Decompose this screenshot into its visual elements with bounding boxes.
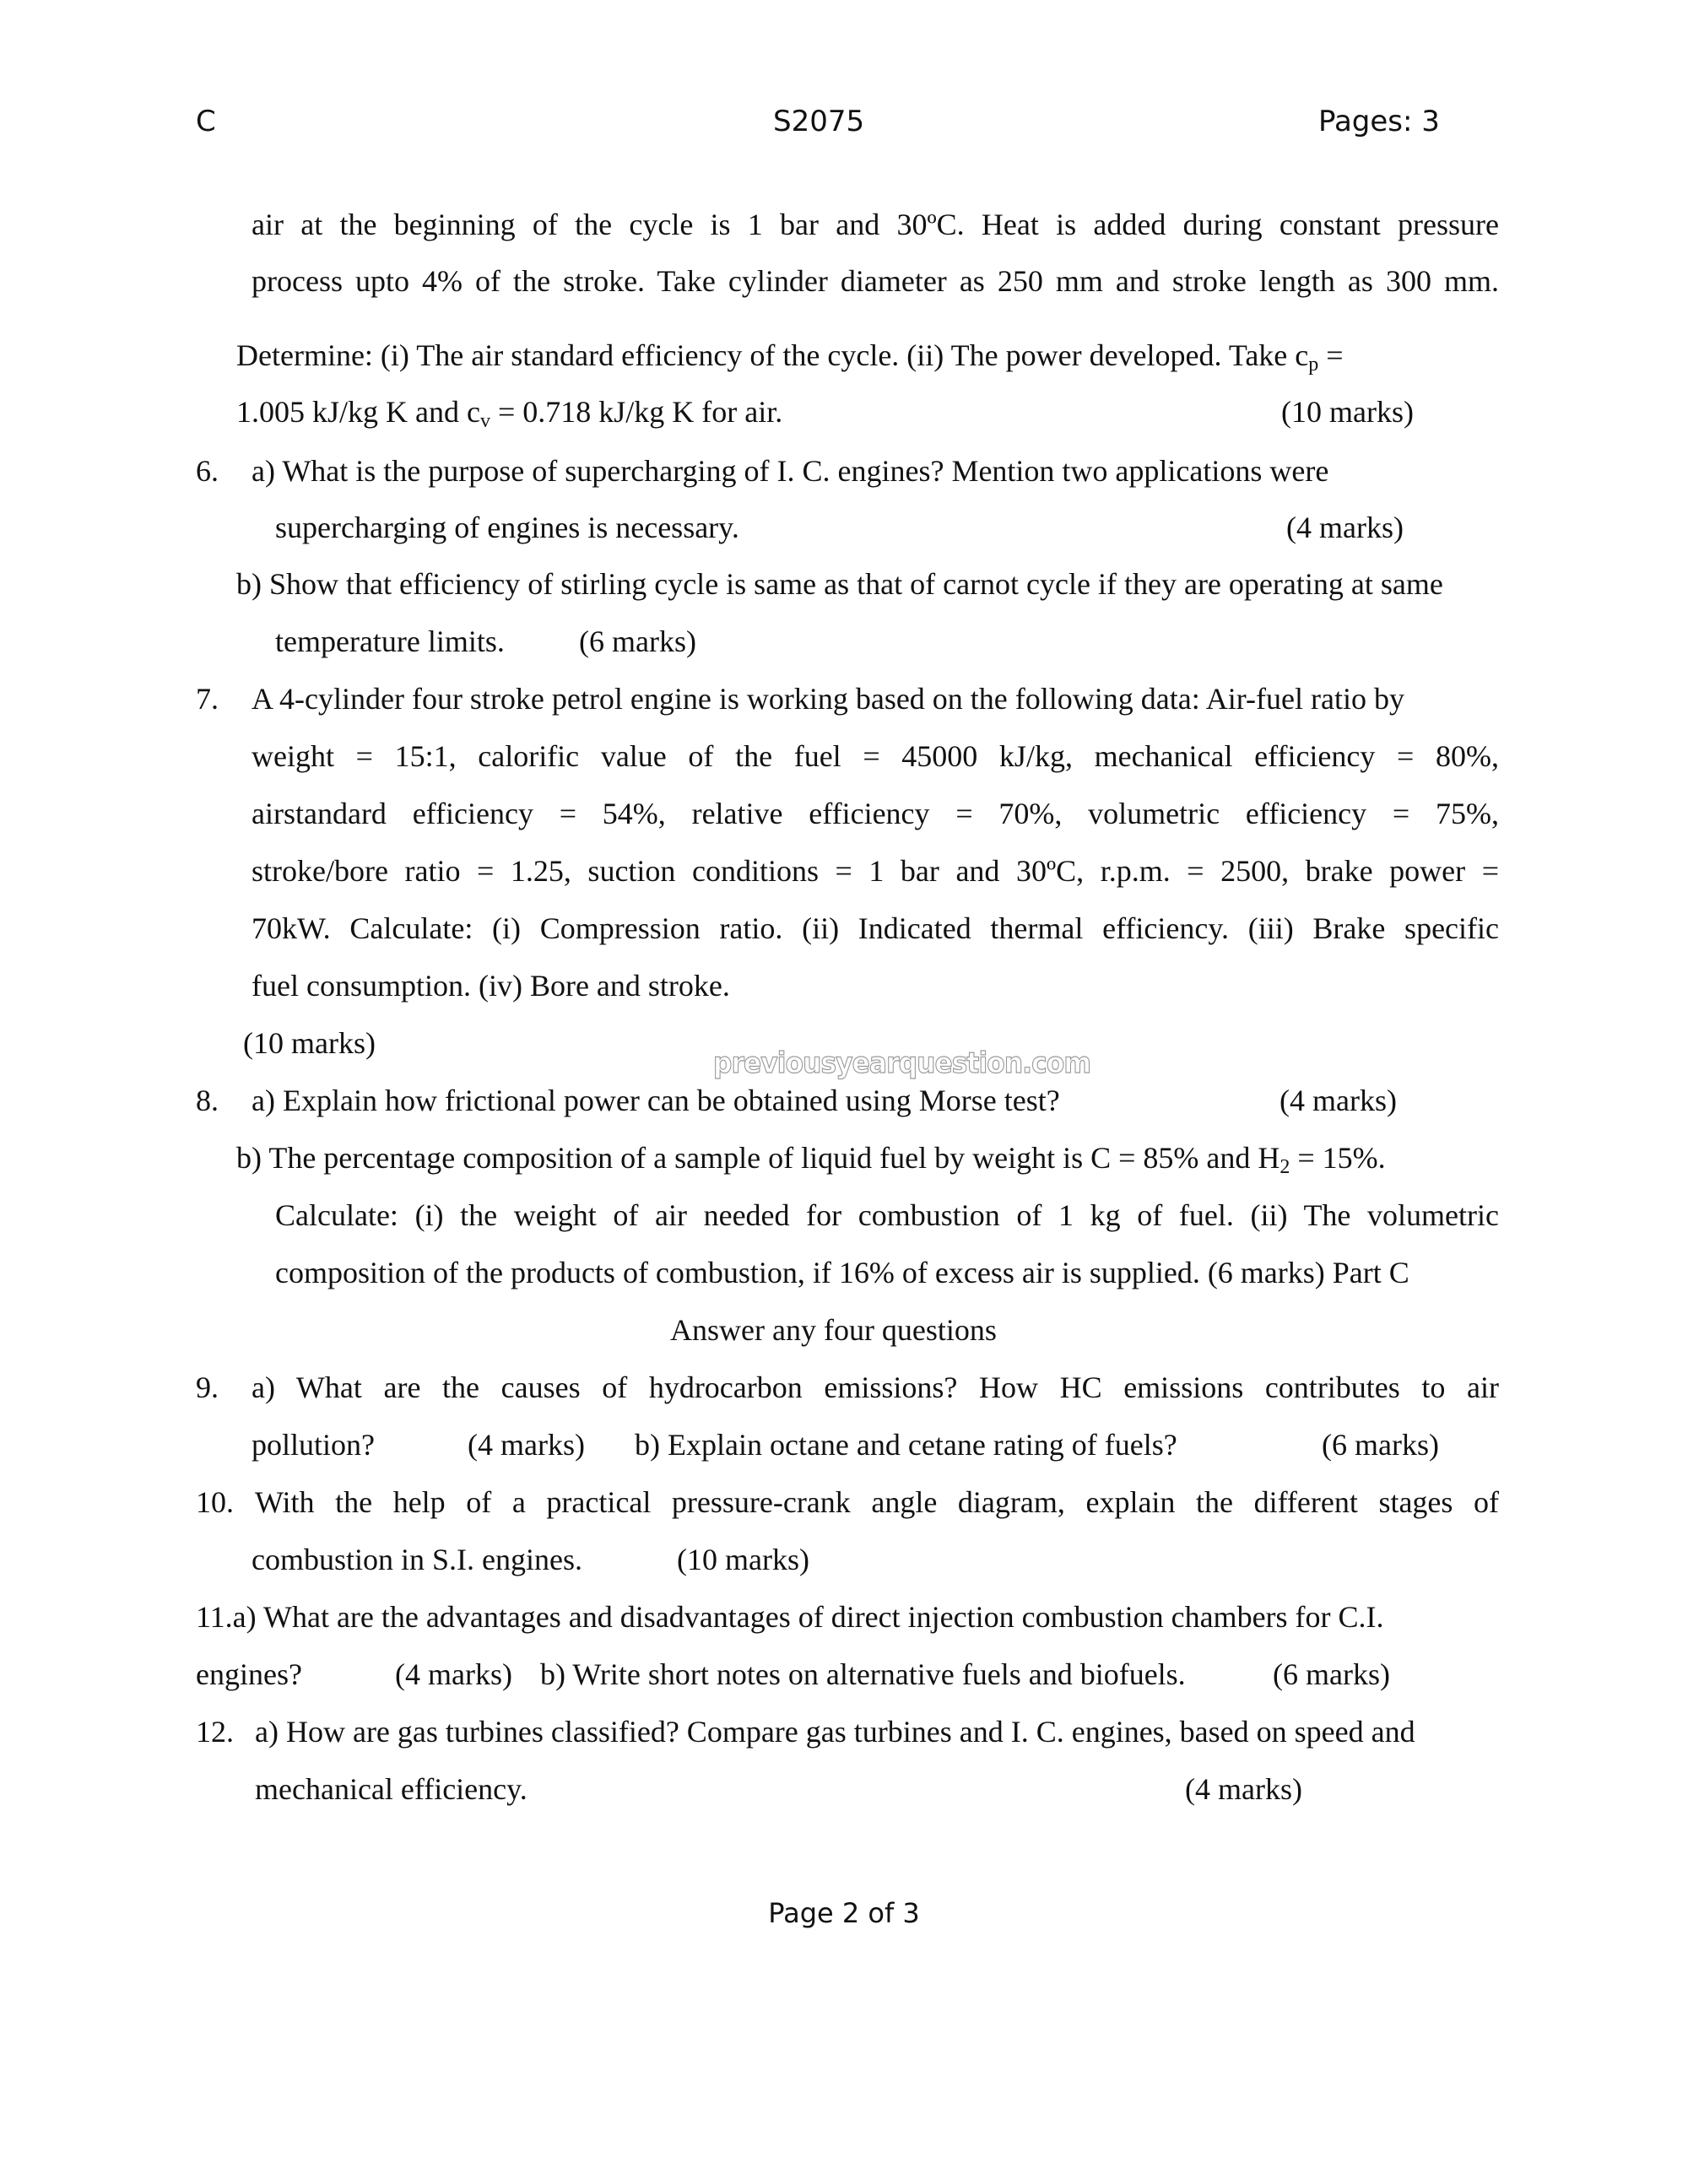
- q10-number: 10.: [196, 1485, 234, 1519]
- q6a-line-2: supercharging of engines is necessary.: [275, 511, 739, 544]
- q6a-line-1: a) What is the purpose of supercharging of I. C. engines? Mention two applications were: [252, 454, 1329, 488]
- q11b-marks: (6 marks): [1273, 1657, 1390, 1691]
- q10-marks: (10 marks): [677, 1543, 809, 1576]
- q7-line-6: fuel consumption. (iv) Bore and stroke.: [252, 969, 730, 1003]
- q6-number: 6.: [196, 454, 219, 488]
- q5-marks: (10 marks): [1281, 395, 1414, 429]
- q5-line-2: process upto 4% of the stroke. Take cylinder diameter as 250 mm and stroke length as 300 mm.: [252, 264, 1499, 298]
- q7-line-1: A 4-cylinder four stroke petrol engine is working based on the following data: Air-fuel ratio by: [252, 682, 1404, 716]
- watermark-logo: previousyearquestion.com: [713, 1046, 1091, 1080]
- header-set-code: C: [196, 105, 216, 138]
- q12-number: 12.: [196, 1715, 234, 1749]
- q5-line-4: 1.005 kJ/kg K and $c_v = 0.718$ kJ/kg K for air.: [236, 395, 783, 432]
- q9a-marks: (4 marks): [468, 1428, 585, 1462]
- q11-line-1: 11.a) What are the advantages and disadvantages of direct injection combustion chambers for C.I.: [196, 1600, 1384, 1634]
- q6b-line-2: temperature limits.: [275, 624, 505, 658]
- q7-line-5: 70kW. Calculate: (i) Compression ratio. (ii) Indicated thermal efficiency. (iii) Brake specific: [252, 911, 1499, 945]
- q7-marks: (10 marks): [243, 1026, 376, 1060]
- q8-number: 8.: [196, 1084, 219, 1117]
- q11-line-2: engines?: [196, 1657, 302, 1691]
- q8a-marks: (4 marks): [1280, 1084, 1397, 1117]
- q11a-marks: (4 marks): [395, 1657, 512, 1691]
- q10-line-1: With the help of a practical pressure-crank angle diagram, explain the different stages of: [255, 1485, 1499, 1519]
- q8b-line-3: composition of the products of combustion, if 16% of excess air is supplied. (6 marks) Part C: [275, 1256, 1409, 1289]
- q6b-marks: (6 marks): [579, 624, 696, 658]
- q9-line-1: a) What are the causes of hydrocarbon emissions? How HC emissions contributes to air: [252, 1370, 1499, 1404]
- q12-line-1: a) How are gas turbines classified? Compare gas turbines and I. C. engines, based on speed and: [255, 1715, 1415, 1749]
- q5-line-1: air at the beginning of the cycle is 1 bar and 30ºC. Heat is added during constant pressure: [252, 208, 1499, 241]
- q6a-marks: (4 marks): [1286, 511, 1404, 544]
- header-paper-code: S2075: [773, 105, 865, 138]
- q9-number: 9.: [196, 1370, 219, 1404]
- q9-line-2: pollution?: [252, 1428, 375, 1462]
- q10-line-2: combustion in S.I. engines.: [252, 1543, 582, 1576]
- q8a-line: a) Explain how frictional power can be obtained using Morse test?: [252, 1084, 1060, 1117]
- q9b-text: b) Explain octane and cetane rating of fuels?: [635, 1428, 1177, 1462]
- q7-number: 7.: [196, 682, 219, 716]
- q8b-line-2: Calculate: (i) the weight of air needed for combustion of 1 kg of fuel. (ii) The volumetric: [275, 1198, 1499, 1232]
- page-footer: Page 2 of 3: [768, 1897, 920, 1929]
- q8b-line-1: b) The percentage composition of a sample of liquid fuel by weight is C = 85% and $H_2 = 15\%$.: [236, 1141, 1386, 1178]
- q7-line-4: stroke/bore ratio = 1.25, suction conditions = 1 bar and 30ºC, r.p.m. = 2500, brake power =: [252, 854, 1499, 888]
- q7-line-3: airstandard efficiency = 54%, relative efficiency = 70%, volumetric efficiency = 75%,: [252, 797, 1499, 830]
- header-page-count: Pages: 3: [1318, 105, 1440, 138]
- q5-line-3: Determine: (i) The air standard efficiency of the cycle. (ii) The power developed. Take $c_p$ =: [236, 338, 1344, 376]
- q6b-line-1: b) Show that efficiency of stirling cycle is same as that of carnot cycle if they are operating at same: [236, 567, 1443, 601]
- q11b-text: b) Write short notes on alternative fuels and biofuels.: [540, 1657, 1186, 1691]
- q12-marks: (4 marks): [1185, 1772, 1302, 1806]
- part-c-instruction: Answer any four questions: [670, 1313, 997, 1347]
- q12-line-2: mechanical efficiency.: [255, 1772, 528, 1806]
- q7-line-2: weight = 15:1, calorific value of the fuel = 45000 kJ/kg, mechanical efficiency = 80%,: [252, 739, 1499, 773]
- q9b-marks: (6 marks): [1322, 1428, 1439, 1462]
